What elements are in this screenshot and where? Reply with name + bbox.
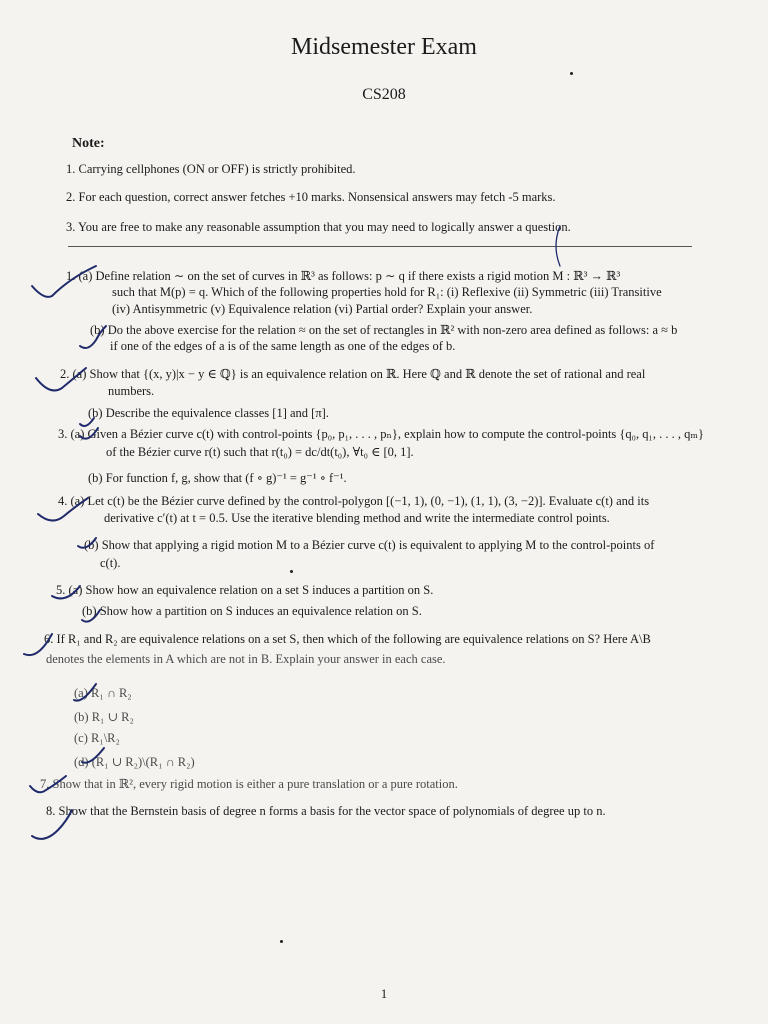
q4-part-a-line-2: derivative c′(t) at t = 0.5. Use the iterative blending method and write the intermediate control points. bbox=[104, 511, 610, 525]
q2-part-b-line-1: (b) Describe the equivalence classes [1] and [π]. bbox=[88, 406, 329, 420]
q2-part-a-line-1: 2. (a) Show that {(x, y)|x − y ∈ ℚ} is an equivalence relation on ℝ. Here ℚ and ℝ denote the set of rational and real bbox=[60, 367, 646, 381]
q2-part-a-line-2: numbers. bbox=[108, 384, 155, 398]
q3-part-a-line-2: of the Bézier curve r(t) such that r(t₀) = dc/dt(t₀), ∀t₀ ∈ [0, 1]. bbox=[106, 445, 414, 459]
page-title: Midsemester Exam bbox=[291, 34, 477, 60]
q4-part-a-line-1: 4. (a) Let c(t) be the Bézier curve defined by the control-polygon [(−1, 1), (0, −1), (1, 1), (3, −2)]. Evaluate c(t) and its bbox=[58, 494, 650, 508]
q5-part-a-line-1: 5. (a) Show how an equivalence relation on a set S induces a partition on S. bbox=[56, 583, 434, 597]
divider-line bbox=[68, 246, 692, 247]
q8-line-1: 8. Show that the Bernstein basis of degree n forms a basis for the vector space of polynomials of degree up to n. bbox=[46, 804, 606, 818]
q1-part-b-line-1: (b) Do the above exercise for the relation ≈ on the set of rectangles in ℝ² with non-zero area defined as follows: a ≈ b bbox=[90, 323, 678, 337]
q6-option-a: (a) R₁ ∩ R₂ bbox=[74, 686, 132, 700]
q4-part-b-line-2: c(t). bbox=[100, 556, 121, 570]
q1-part-b-line-2: if one of the edges of a is of the same length as one of the edges of b. bbox=[110, 339, 456, 353]
q6-option-c: (c) R₁\R₂ bbox=[74, 731, 120, 745]
stray-dot bbox=[280, 940, 283, 943]
q1-part-a-line-1: 1. (a) Define relation ∼ on the set of curves in ℝ³ as follows: p ∼ q if there exists a rigid motion M : ℝ³ → ℝ³ bbox=[66, 269, 621, 283]
note-item-2: 2. For each question, correct answer fetches +10 marks. Nonsensical answers may fetch -5 marks. bbox=[66, 190, 556, 204]
q1-part-a-line-3: (iv) Antisymmetric (v) Equivalence relation (vi) Partial order? Explain your answer. bbox=[112, 302, 533, 316]
course-code: CS208 bbox=[362, 86, 406, 103]
page-number: 1 bbox=[380, 986, 388, 1001]
note-item-3: 3. You are free to make any reasonable assumption that you may need to logically answer a question. bbox=[66, 220, 571, 234]
q6-line-2: denotes the elements in A which are not in B. Explain your answer in each case. bbox=[46, 652, 446, 666]
q3-part-a-line-1: 3. (a) Given a Bézier curve c(t) with control-points {p₀, p₁, . . . , pₙ}, explain how to compute the control-points {q₀, q₁, . . . , qₘ} bbox=[58, 427, 705, 441]
stray-dot bbox=[290, 570, 293, 573]
q5-part-b-line-1: (b) Show how a partition on S induces an equivalence relation on S. bbox=[82, 604, 422, 618]
stray-dot bbox=[570, 72, 573, 75]
note-item-1: 1. Carrying cellphones (ON or OFF) is strictly prohibited. bbox=[66, 162, 356, 176]
q6-option-b: (b) R₁ ∪ R₂ bbox=[74, 710, 134, 724]
q3-part-b-line-1: (b) For function f, g, show that (f ∘ g)⁻¹ = g⁻¹ ∘ f⁻¹. bbox=[88, 471, 347, 485]
q4-part-b-line-1: (b) Show that applying a rigid motion M to a Bézier curve c(t) is equivalent to applying M to the control-points of bbox=[84, 538, 655, 552]
q6-option-d: (d) (R₁ ∪ R₂)\(R₁ ∩ R₂) bbox=[74, 755, 195, 769]
q6-line-1: 6. If R₁ and R₂ are equivalence relations on a set S, then which of the following are equivalence relations on S? Here A\B bbox=[44, 632, 651, 646]
q1-part-a-line-2: such that M(p) = q. Which of the following properties hold for R₁: (i) Reflexive (ii) Symmetric (iii) Transitive bbox=[112, 285, 662, 299]
note-heading: Note: bbox=[72, 136, 105, 151]
q7-line-1: 7. Show that in ℝ², every rigid motion is either a pure translation or a pure rotation. bbox=[40, 777, 458, 791]
